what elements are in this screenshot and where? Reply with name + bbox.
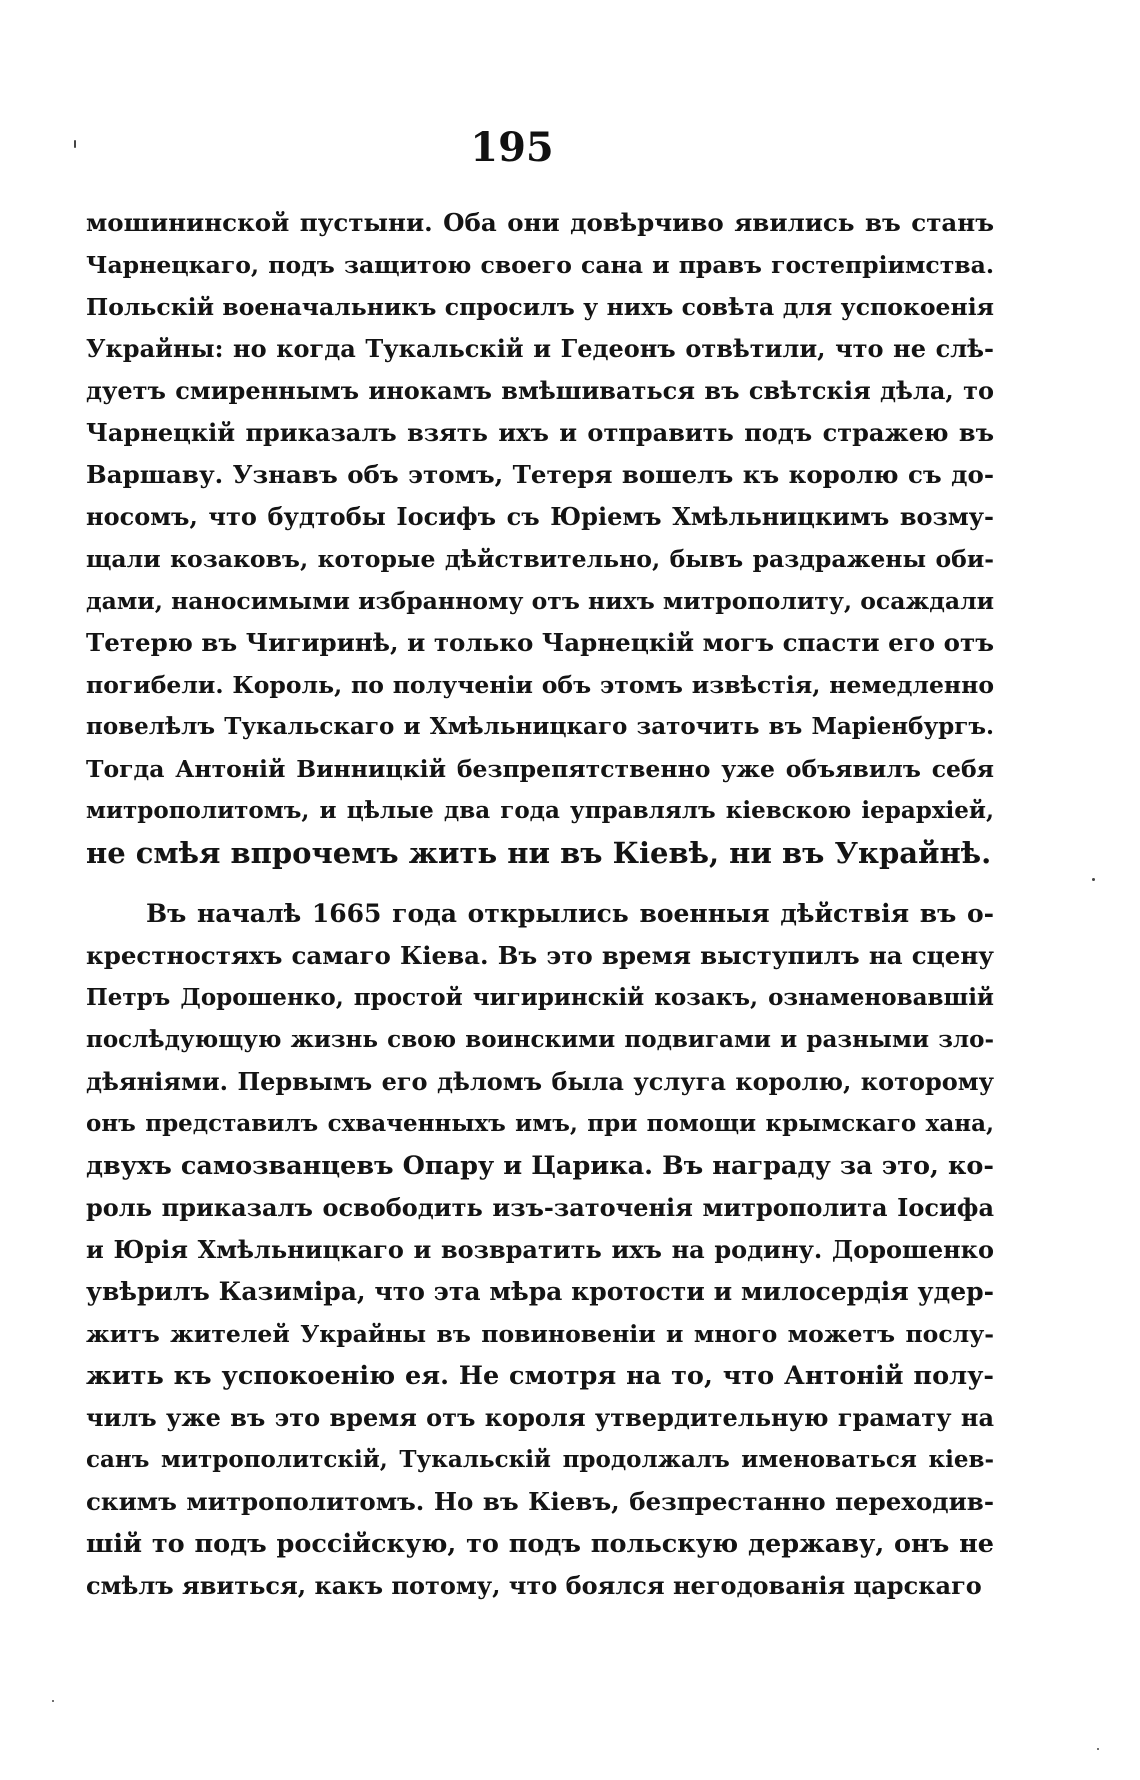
text-line: Тетерю въ Чигиринѣ, и только Чарнецкій могъ спасти его отъ: [86, 628, 994, 657]
text-line: скимъ митрополитомъ. Но въ Кіевъ, безпрестанно переходив-: [86, 1487, 994, 1516]
text-line: Варшаву. Узнавъ объ этомъ, Тетеря вошелъ къ королю съ до-: [86, 460, 994, 489]
scan-speck: [1097, 1748, 1099, 1750]
text-line: дѣяніями. Первымъ его дѣломъ была услуга королю, которому: [86, 1067, 994, 1096]
text-line: погибели. Король, по полученіи объ этомъ извѣстія, немедленно: [86, 671, 994, 699]
text-line: дуетъ смиреннымъ инокамъ вмѣшиваться въ свѣтскія дѣла, то: [86, 376, 994, 405]
text-line: Украйны: но когда Тукальскій и Гедеонъ отвѣтили, что не слѣ-: [86, 334, 994, 363]
text-line: послѣдующую жизнь свою воинскими подвигами и разными зло-: [86, 1026, 994, 1053]
text-line: Въ началѣ 1665 года открылись военныя дѣйствія въ о-: [146, 899, 994, 928]
text-line: щали козаковъ, которые дѣйствительно, бывъ раздражены оби-: [86, 545, 994, 573]
text-line: Чарнецкаго, подъ защитою своего сана и правъ гостепріимства.: [86, 251, 994, 279]
text-line: крестностяхъ самаго Кіева. Въ это время выступилъ на сцену: [86, 941, 994, 970]
text-line: Польскій военачальникъ спросилъ у нихъ совѣта для успокоенія: [86, 293, 994, 321]
scan-speck: [1092, 878, 1095, 881]
text-line: Тогда Антоній Винницкій безпрепятственно уже объявилъ себя: [86, 755, 994, 783]
text-line: митрополитомъ, и цѣлые два года управлялъ кіевскою іерархіей,: [86, 797, 994, 824]
text-line: Чарнецкій приказалъ взять ихъ и отправить подъ стражею въ: [86, 418, 994, 447]
scan-speck: [52, 1700, 54, 1702]
text-line: жить къ успокоенію ея. Не смотря на то, что Антоній полу-: [86, 1361, 994, 1391]
text-line: не смѣя впрочемъ жить ни въ Кіевѣ, ни въ Украйнѣ.: [86, 836, 992, 870]
text-line: двухъ самозванцевъ Опару и Царика. Въ награду за это, ко-: [86, 1151, 994, 1181]
text-line: повелѣлъ Тукальскаго и Хмѣльницкаго заточить въ Маріенбургъ.: [86, 713, 994, 740]
text-line: мошининской пустыни. Оба они довѣрчиво явились въ станъ: [86, 208, 994, 237]
text-line: житъ жителей Украйны въ повиновеніи и много можетъ послу-: [86, 1320, 994, 1348]
page-number: [0, 124, 1140, 172]
text-line: Петръ Дорошенко, простой чигиринскій козакъ, ознаменовавшій: [86, 984, 994, 1011]
text-line: шій то подъ россійскую, то подъ польскую державу, онъ не: [86, 1529, 994, 1559]
text-line: онъ представилъ схваченныхъ имъ, при помощи крымскаго хана,: [86, 1110, 994, 1137]
scan-speck: [74, 140, 76, 148]
text-line: и Юрія Хмѣльницкаго и возвратить ихъ на родину. Дорошенко: [86, 1235, 994, 1264]
paragraph-1: [86, 202, 994, 874]
text-line: санъ митрополитскій, Тукальскій продолжалъ именоваться кіев-: [86, 1446, 994, 1473]
text-line: увѣрилъ Казиміра, что эта мѣра кротости и милосердія удер-: [86, 1277, 994, 1306]
text-line: чилъ уже въ это время отъ короля утвердительную грамату на: [86, 1403, 994, 1432]
page-number-text: 195: [470, 124, 554, 171]
text-line: носомъ, что будтобы Іосифъ съ Юріемъ Хмѣльницкимъ возму-: [86, 502, 994, 531]
text-line: дами, наносимыми избранному отъ нихъ митрополиту, осаждали: [86, 587, 994, 615]
paragraph-2: [86, 893, 994, 1607]
text-line: роль приказалъ освободить изъ-заточенія митрополита Іосифа: [86, 1193, 994, 1222]
text-line: смѣлъ явиться, какъ потому, что боялся негодованія царскаго: [86, 1571, 982, 1600]
